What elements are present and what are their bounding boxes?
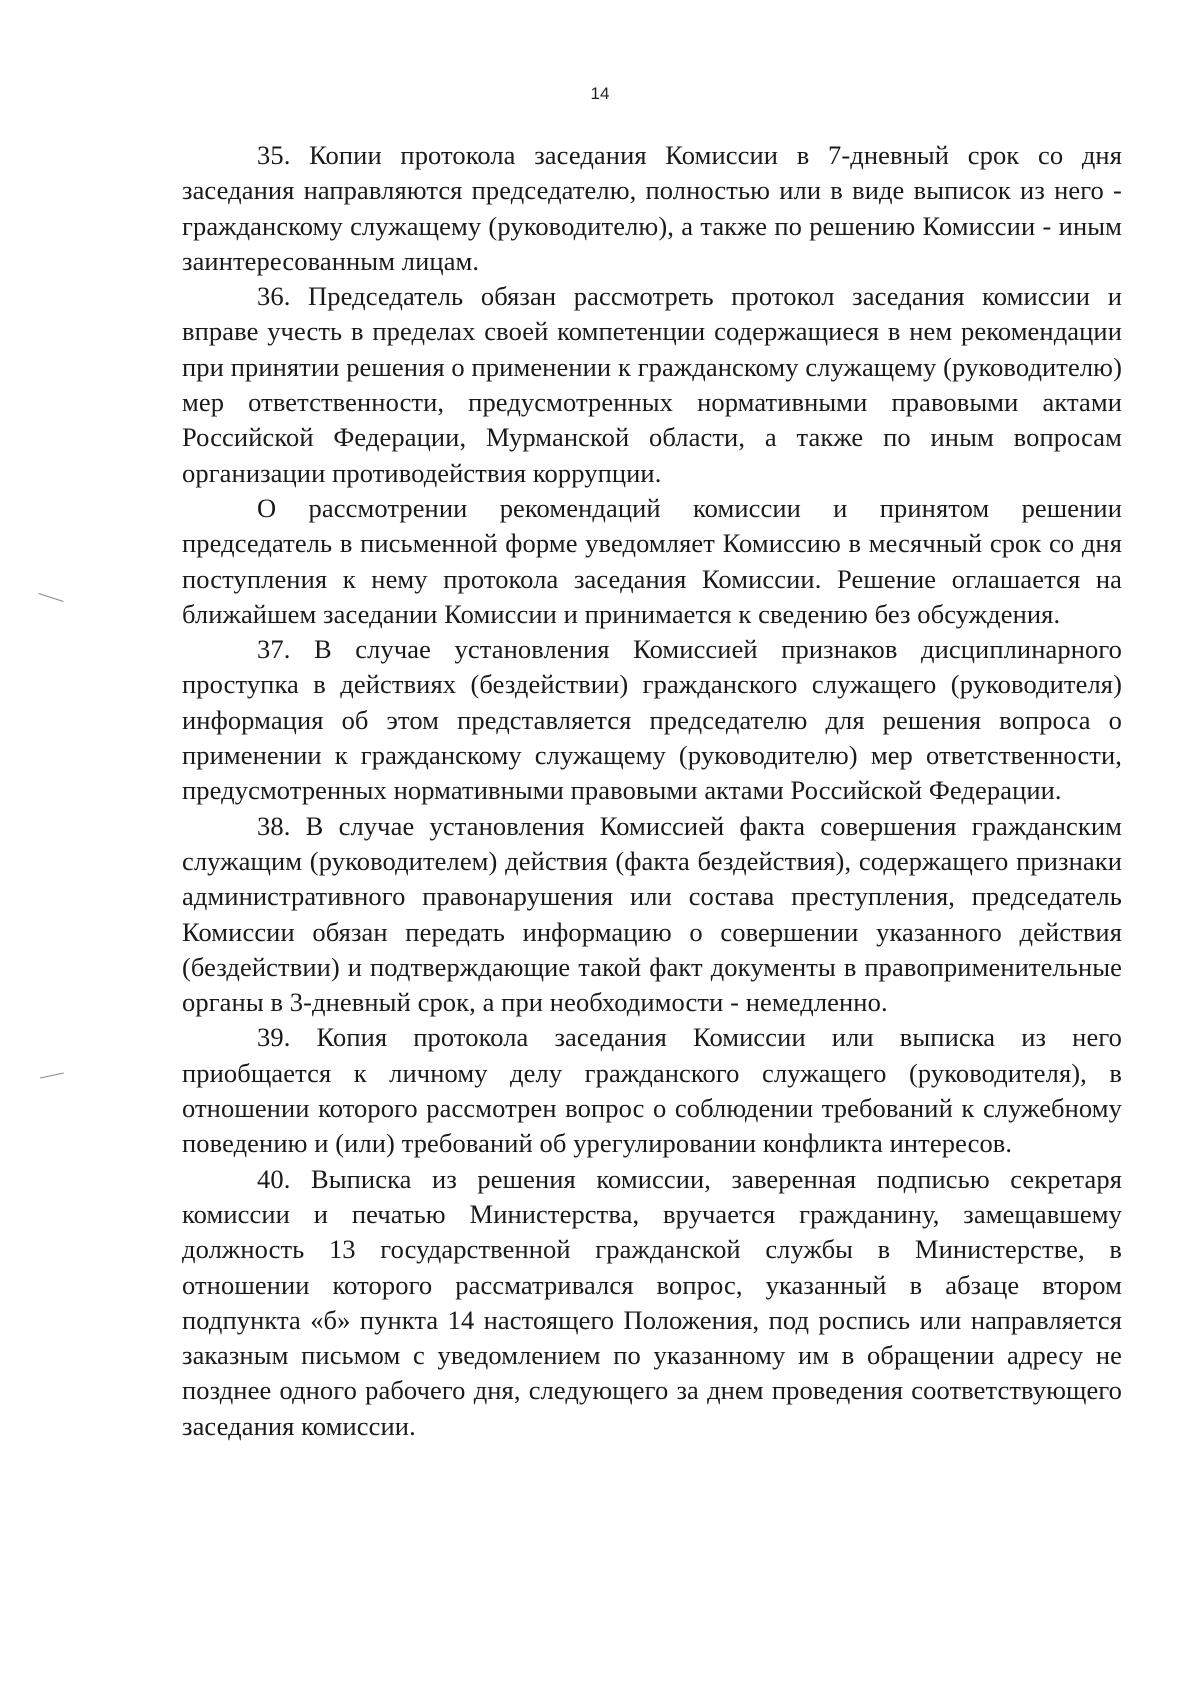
paragraph-40: 40. Выписка из решения комиссии, заверенная подписью секретаря комиссии и печатью Министерства, вручается гражданину, замещавшему должность 13 государственной гражданской службы в Министерстве, в отношении которого рассматривался вопрос, указанный в абзаце втором подпункта «б» пункта 14 настоящего Положения, под роспись или направляется заказным письмом с уведомлением по указанному им в обращении адресу не позднее одного рабочего дня, следующего за днем проведения соответствующего заседания комиссии. <box>182 1163 1122 1441</box>
page-number: 14 <box>590 84 610 103</box>
document-body <box>182 138 1122 1444</box>
paragraph-38: 38. В случае установления Комиссией факта совершения гражданским служащим (руководителем) действия (факта бездействия), содержащего признаки административного правонарушения или состава преступления, председатель Комиссии обязан передать информацию о совершении указанного действия (бездействии) и подтверждающие такой факт документы в правоприменительные органы в 3-дневный срок, а при необходимости - немедленно. <box>182 810 1122 1018</box>
paragraph-36-continued: О рассмотрении рекомендаций комиссии и принятом решении председатель в письменной форме уведомляет Комиссию в месячный срок со дня поступления к нему протокола заседания Комиссии. Решение оглашается на ближайшем заседании Комиссии и принимается к сведению без обсуждения. <box>182 492 1122 629</box>
paragraph-36: 36. Председатель обязан рассмотреть протокол заседания комиссии и вправе учесть в пределах своей компетенции содержащиеся в нем рекомендации при принятии решения о применении к гражданскому служащему (руководителю) мер ответственности, предусмотренных нормативными правовыми актами Российской Федерации, Мурманской области, а также по иным вопросам организации противодействия коррупции. <box>182 281 1122 488</box>
scan-artifact-mark <box>38 593 63 602</box>
paragraph-35: 35. Копии протокола заседания Комиссии в 7-дневный срок со дня заседания направляются председателю, полностью или в виде выписок из него - гражданскому служащему (руководителю), а также по решению Комиссии - иным заинтересованным лицам. <box>182 140 1122 276</box>
scan-artifact-mark <box>40 1073 64 1079</box>
paragraph-39: 39. Копия протокола заседания Комиссии или выписка из него приобщается к личному делу гражданского служащего (руководителя), в отношении которого рассмотрен вопрос о соблюдении требований к служебному поведению и (или) требований об урегулировании конфликта интересов. <box>182 1022 1122 1159</box>
paragraph-37: 37. В случае установления Комиссией признаков дисциплинарного проступка в действиях (бездействии) гражданского служащего (руководителя) информация об этом представляется председателю для решения вопроса о применении к гражданскому служащему (руководителю) мер ответственности, предусмотренных нормативными правовыми актами Российской Федерации. <box>182 634 1122 806</box>
